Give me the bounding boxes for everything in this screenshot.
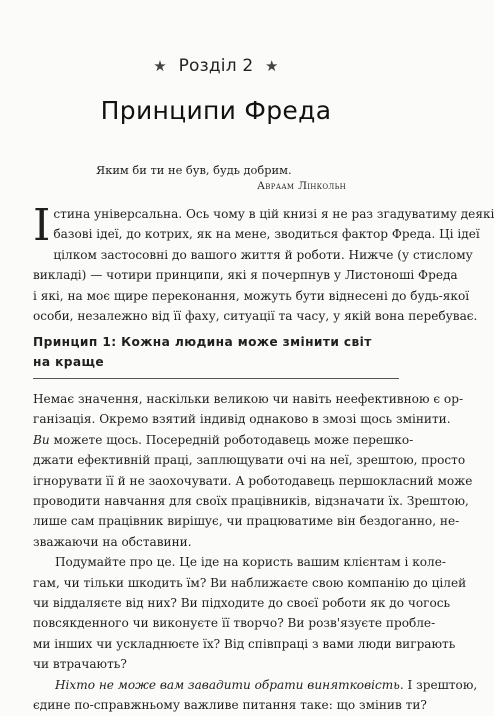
text-line: і які, на моє щире переконання, можуть бути віднесені до будь-якої <box>33 288 470 303</box>
text-fragment: . І зрештою, <box>399 677 478 692</box>
text-line: базові ідеї, до котрих, як на мене, зводиться фактор Фреда. Ці ідеї <box>53 227 480 242</box>
text-line: ганізація. Окремо взятий індивід однаково в змозі щось змінити. <box>33 412 451 427</box>
drop-cap: І <box>33 200 51 251</box>
text-line: проводити навчання для своїх працівників, відзначати їх. Зрештою, <box>33 494 469 509</box>
text-line: викладі) — чотири принципи, які я почерпнув у Листоноші Фреда <box>33 268 458 283</box>
heading-divider <box>33 378 399 379</box>
section-heading-line: на краще <box>33 355 105 369</box>
text-line: особи, незалежно від її фаху, ситуації та часу, у якій вона перебуває. <box>33 309 478 324</box>
text-fragment: можете щось. Посередній роботодавець може перешко- <box>49 432 414 447</box>
text-line: Немає значення, наскільки великою чи навіть неефективною є ор- <box>33 392 464 406</box>
chapter-header <box>0 56 432 76</box>
text-line: повсякденного чи виконуєте її творчо? Ви розв'язуєте пробле- <box>33 616 436 631</box>
text-line <box>33 675 478 695</box>
epigraph-quote: Яким би ти не був, будь добрим. <box>96 163 292 177</box>
text-line: чи втрачають? <box>33 657 127 672</box>
star-icon: ★ <box>153 57 167 75</box>
chapter-title: Принципи Фреда <box>100 96 332 125</box>
text-line: ігнорувати її й не заохочувати. А роботодавець першокласний може <box>33 473 473 488</box>
text-line: лише сам працівник вирішує, чи працюватиме він бездоганно, не- <box>33 514 460 529</box>
text-line: гам, чи тільки шкодить їм? Ви наближаєте свою компанію до цілей <box>33 575 467 590</box>
text-line <box>33 430 414 450</box>
star-icon: ★ <box>265 57 279 75</box>
text-line: цілком застосовні до вашого життя й роботи. Нижче (у стислому <box>53 247 473 262</box>
text-line: чи віддаляєте від них? Ви підходите до своєї роботи як до чогось <box>33 596 451 611</box>
intro-paragraph <box>33 200 494 326</box>
text-line: джати ефективній праці, заплющувати очі на неї, зрештою, просто <box>33 453 466 468</box>
section-heading <box>33 332 399 372</box>
text-line: зважаючи на обставини. <box>33 534 192 549</box>
section-heading-line: Принцип 1: Кожна людина може змінити світ <box>33 335 372 349</box>
epigraph-author: Авраам Лінкольн <box>256 180 346 192</box>
text-line: ми інших чи ускладнюєте їх? Від співпраці з вами люди виграють <box>33 636 456 651</box>
body-text <box>33 389 478 716</box>
italic-text: Ніхто не може вам завадити обрати винятковість <box>55 677 400 692</box>
chapter-label: Розділ 2 <box>178 56 254 76</box>
italic-text: Ви <box>33 432 50 447</box>
text-line: стина універсальна. Ось чому в цій книзі я не раз згадуватиму деякі <box>53 207 494 221</box>
text-line: єдине по-справжньому важливе питання таке: що змінив ти? <box>33 698 427 713</box>
text-line: Подумайте про це. Це іде на користь вашим клієнтам і коле- <box>55 555 446 570</box>
